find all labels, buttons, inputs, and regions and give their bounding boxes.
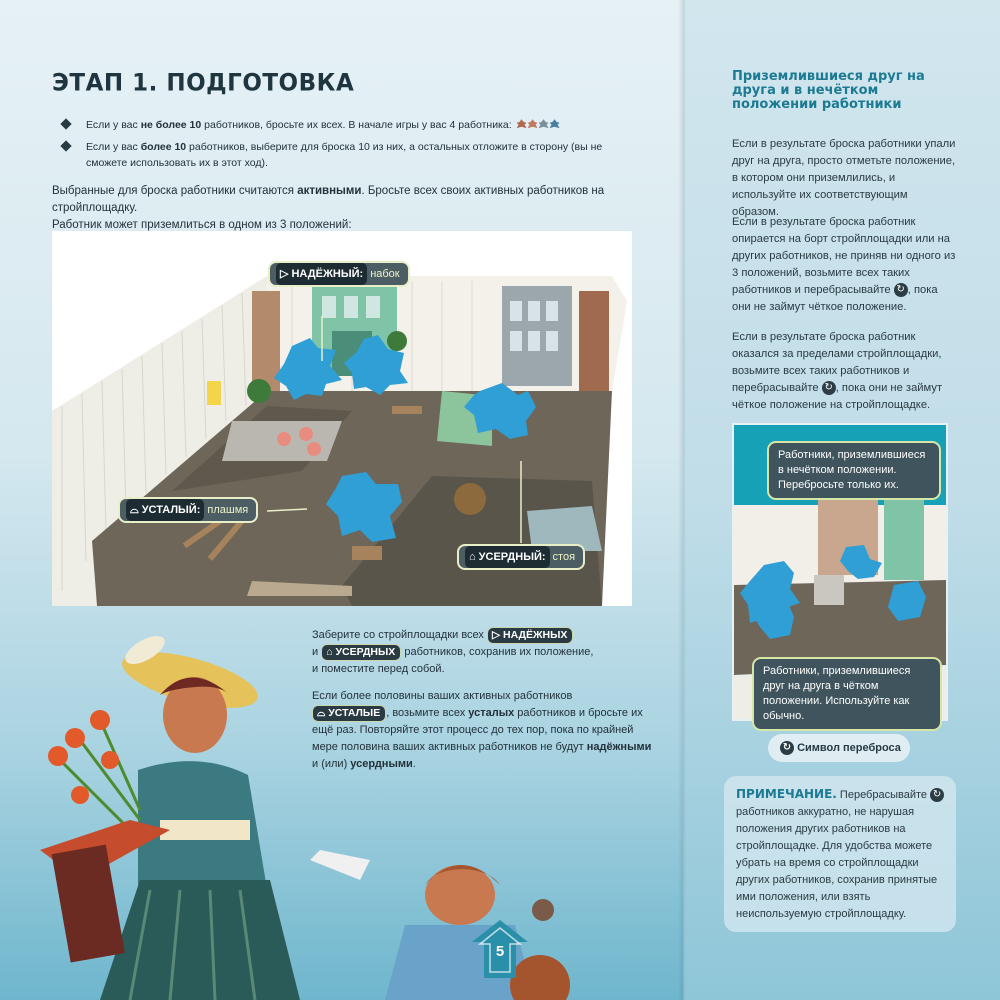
tag-tired [118, 497, 258, 523]
intro-text: . Бросьте всех своих активных работников на стройплощадку. [52, 185, 605, 214]
steps-text: Заберите со стройплощадки всех [312, 629, 484, 641]
meeple-icon [539, 119, 549, 128]
tag-label: УСТАЛЫЙ: [141, 504, 201, 516]
tag-sub: стоя [552, 551, 576, 563]
page-title: ЭТАП 1. ПОДГОТОВКА [52, 69, 355, 97]
tag-sub: плашмя [207, 504, 249, 516]
steps-bold: надёжными [586, 741, 652, 753]
construction-site-photo [52, 231, 632, 606]
sidebar-text: , пока они не займут чёткое положение. [732, 284, 938, 313]
note-box [724, 776, 956, 932]
reroll-icon: ↻ [930, 788, 944, 802]
sidebar-text: Если в результате броска работник оказался за пределами стройплощадки, возьмите всех таких работников и перебрасывайте [732, 331, 942, 394]
intro-text: Работник может приземлиться в одном из 3 положений: [52, 219, 352, 231]
meeple-standing-icon: ⌂ [469, 551, 476, 563]
sidebar-paragraph-2 [732, 214, 957, 316]
bullet-text: работников, выберите для броска 10 из них, а остальных отложите в сторону (вы не сможете использовать их в этот ход). [86, 141, 603, 169]
meeple-flat-icon: ⌓ [317, 707, 329, 719]
pill-label: НАДЁЖНЫХ [503, 629, 568, 641]
tag-reliable [268, 261, 410, 287]
sidebar-paragraph-3 [732, 329, 957, 414]
intro-bold: активными [297, 185, 362, 197]
pill-label: УСЕРДНЫХ [335, 646, 396, 658]
meeple-icon [528, 119, 538, 128]
steps-text: и поместите перед собой. [312, 663, 445, 675]
pill-label: УСТАЛЫЕ [328, 707, 381, 719]
meeple-icons [517, 117, 561, 133]
symbol-text: Символ переброса [797, 742, 901, 754]
steps-text: и (или) [312, 758, 351, 770]
page-fold [678, 0, 686, 1000]
steps-text: , возьмите всех [386, 707, 469, 719]
meeple-flat-icon: ⌓ [130, 504, 139, 516]
diamond-bullet-icon [60, 118, 71, 129]
reroll-symbol-label [768, 734, 910, 762]
tag-label: НАДЁЖНЫЙ: [291, 268, 364, 280]
bullet-bold: не более 10 [140, 119, 202, 131]
reroll-icon: ↻ [894, 283, 908, 297]
reroll-example-photo [732, 423, 948, 721]
reroll-icon: ↻ [780, 741, 794, 755]
callout-stacked-workers: Работники, приземлившиеся друг на друга в чётком положении. Используйте как обычно. [752, 657, 942, 731]
sidebar-text: , пока они не займут чёткое положение на стройплощадке. [732, 382, 943, 411]
callout-unclear-position: Работники, приземлившиеся в нечётком положении. Перебросьте только их. [767, 441, 941, 500]
meeple-icon [550, 119, 560, 128]
steps-text: и [312, 646, 319, 658]
intro-paragraph [52, 183, 652, 234]
sidebar-paragraph-1: Если в результате броска работники упали друг на друга, просто отметьте положение, в котором они приземлились, и используйте их соответствующим образом. [732, 138, 956, 218]
diamond-bullet-icon [60, 140, 71, 151]
tag-sub: набок [370, 268, 400, 280]
meeple-side-icon: ▷ [492, 629, 503, 641]
note-text: Перебрасывайте [839, 789, 928, 801]
steps-bold: усталых [468, 707, 515, 719]
tag-diligent [457, 544, 585, 570]
steps-bold: усердными [350, 758, 413, 770]
sidebar-heading: Приземлившиеся друг на друга и в нечётком положении работники [732, 69, 925, 112]
steps-text: работников и бросьте их [514, 707, 643, 719]
tag-label: УСЕРДНЫЙ: [478, 551, 546, 563]
reroll-icon: ↻ [822, 381, 836, 395]
meeple-icon [517, 119, 527, 128]
steps-text: ещё раз. Повторяйте этот процесс до тех пор, пока по крайней [312, 724, 634, 736]
meeple-standing-icon: ⌂ [326, 646, 336, 658]
bullet-text: работников, бросьте их всех. В начале игры у вас 4 работника: [201, 119, 512, 131]
sidebar-text: Если в результате броска работник опирается на борт стройплощадки или на других работников, не приняв ни одного из 3 положений, возьмите всех таких работников и перебрасывайте [732, 216, 956, 296]
bullet-text: Если у вас [86, 119, 141, 131]
intro-text: Выбранные для броска работники считаются [52, 185, 298, 197]
steps-text: мере половина ваших активных работников не будут [312, 741, 587, 753]
page-number: 5 [495, 943, 505, 960]
steps-text: работников, сохранив их положение, [404, 646, 594, 658]
note-text: работников аккуратно, не нарушая положения других работников на стройплощадке. Для удобства можете убрать на время со стройплощадки других работников, сохранив принятые ими положения, или взять неиспользуемую стройплощадку. [736, 806, 938, 920]
bullet-bold: более 10 [140, 141, 187, 153]
note-heading: ПРИМЕЧАНИЕ. [736, 787, 837, 801]
steps-text: Если более половины ваших активных работников [312, 690, 573, 702]
bullet-text: Если у вас [86, 141, 141, 153]
meeple-side-icon: ▷ [280, 268, 289, 280]
steps-text: . [412, 758, 416, 770]
